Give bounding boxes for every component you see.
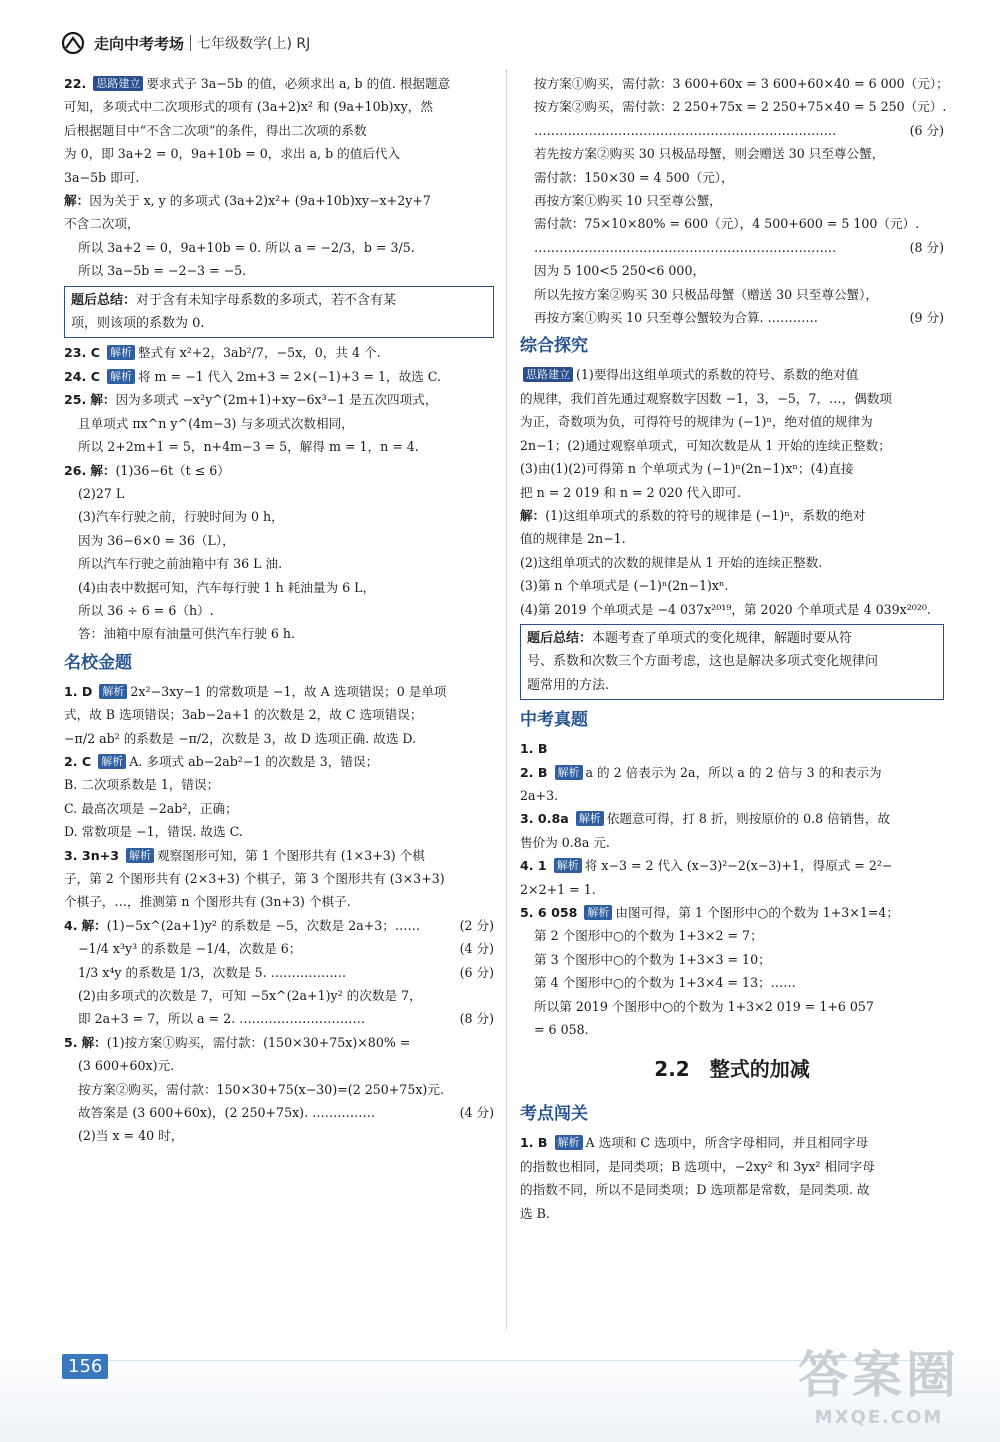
summary-box [64,286,494,339]
summary-box [520,624,944,700]
line-text: 且单项式 πx^n y^(4m−3) 与多项式次数相同， [78,415,354,431]
question-number: 26. [64,462,87,478]
text-line [520,1155,944,1178]
text-line [520,95,947,118]
text-line [520,387,944,410]
text-line [520,142,944,165]
line-text: 由图可得，第 1 个图形中○的个数为 1+3×1=4； [615,905,900,920]
text-line [64,388,494,411]
text-line [64,365,494,388]
line-text: 2×2+1 = 1. [520,881,596,897]
line-text: (3)汽车行驶之前，行驶时间为 0 h， [78,509,284,525]
line-text: 将 m = −1 代入 2m+3 = 2×(−1)+3 = 1，故选 C. [137,368,441,384]
text-line [64,189,494,212]
line-text: 第 4 个图形中○的个数为 1+3×4 = 13；…… [534,975,796,991]
line-text: 所以 3a−5b = −2−3 = −5. [78,263,247,279]
line-text: 的指数也相同，是同类项；B 选项中，−2xy² 和 3yx² 相同字母 [520,1158,875,1174]
line-text: A. 多项式 ab−2ab²−1 的次数是 3，错误； [129,753,379,769]
text-line [520,995,944,1018]
question-number: 4. [64,917,78,933]
line-text: 答：油箱中原有油量可供汽车行驶 6 h. [78,626,296,642]
text-line [64,552,494,575]
line-text: 观察图形可知，第 1 个图形共有 (1×3+3) 个棋 [157,847,425,863]
label-tag: 解析 [126,848,154,863]
score-points: (8 分) [459,1011,494,1027]
line-text: 所以 2+2m+1 = 5，n+4m−3 = 5，解得 m = 1，n = 4. [78,439,419,455]
line-text: 3a−5b 即可. [64,169,140,185]
page-header [60,28,310,58]
line-text: 按方案②购买，需付款：2 250+75x = 2 250+75×40 = 5 250（元）. [534,99,947,115]
text-line [520,363,944,386]
text-line [64,820,494,843]
text-line [64,680,494,703]
summary-text: 对于含有未知字母系数的多项式，若不含有某 [136,292,397,308]
line-text: ……………………………………………………………… [534,239,837,255]
text-line [64,1031,494,1054]
line-text: 即 2a+3 = 7，所以 a = 2. ………………………… [78,1011,366,1027]
line-text: 再按方案①购买 10 只至尊公蟹较为合算. ………… [534,310,818,326]
text-line [64,482,494,505]
answer-label: 解： [64,193,90,209]
text-line [520,901,944,924]
line-text: (2)当 x = 40 时， [78,1128,184,1144]
text-line [64,750,494,773]
text-line [520,166,944,189]
label-tag: 解析 [555,765,583,780]
section-heading: 名校金题 [64,652,132,673]
text-line [64,984,494,1007]
line-text: 不含二次项， [64,216,140,232]
text-line [520,598,944,621]
text-line [520,434,944,457]
label-tag: 解析 [98,754,126,769]
label-tag: 解析 [576,811,604,826]
line-text: A 选项和 C 选项中，所含字母相同，并且相同字母 [585,1135,869,1151]
line-text: D. 常数项是 −1，错误. 故选 C. [64,824,243,840]
text-line [64,1124,494,1147]
text-line [64,773,494,796]
text-line [64,914,494,937]
text-line [520,410,944,433]
section-heading: 中考真题 [520,710,588,731]
text-line [520,457,944,480]
question-number: 4. 1 [520,858,547,874]
text-line [520,1178,944,1201]
column-divider [506,70,507,1330]
chapter-section-title: 2.2 整式的加减 [654,1057,810,1082]
summary-line [71,289,487,312]
line-text: 为正，奇数项为负，可得符号的规律为 (−1)ⁿ，绝对值的规律为 [520,414,873,430]
line-text: (2)这组单项式的次数的规律是从 1 开始的连续正整数. [520,554,823,570]
question-number: 5. [64,1034,78,1050]
line-text: (1)按方案①购买，需付款：(150×30+75x)×80% = [106,1034,411,1050]
text-line [64,797,494,820]
text-line [64,72,494,95]
text-line [520,504,944,527]
line-text: 第 3 个图形中○的个数为 1+3×3 = 10； [534,951,771,967]
line-text: 选 B. [520,1205,550,1221]
line-text: 因为多项式 −x²y^(2m+1)+xy−6x³−1 是五次四项式， [115,392,438,408]
line-text: 整式有 x²+2，3ab²/7，−5x，0，共 4 个. [137,345,381,361]
label-tag: 解析 [99,684,127,699]
text-line [520,481,944,504]
section-heading: 综合探究 [520,336,588,357]
summary-line: 号、系数和次数三个方面考虑，这也是解决多项式变化规律问 [527,654,879,670]
text-line [520,924,944,947]
question-number: 22. [64,76,87,91]
question-number: 2. B [520,764,548,780]
score-points: (6 分) [459,964,494,980]
line-text: (2)由多项式的次数是 7，可知 −5x^(2a+1)y² 的次数是 7， [78,988,422,1004]
text-line [520,527,944,550]
line-text: 所以先按方案②购买 30 只极品母蟹（赠送 30 只至尊公蟹）， [534,286,879,302]
line-text: 个棋子，…，推测第 n 个图形共有 (3n+3) 个棋子. [64,894,351,910]
answer-label: 解： [81,917,107,933]
section-heading: 考点闯关 [520,1104,588,1125]
line-text: (3)由(1)(2)可得第 n 个单项式为 (−1)ⁿ(2n−1)xⁿ；(4)直接 [520,461,854,477]
question-number: 1. B [520,1135,548,1151]
label-tag: 思路建立 [93,76,143,91]
text-line [520,784,944,807]
summary-line: 题常用的方法. [527,677,610,693]
text-line [64,166,494,189]
label-tag: 解析 [554,858,582,873]
line-text: (2)27 L [78,485,125,501]
line-text: 因为关于 x, y 的多项式 (3a+2)x²+ (9a+10b)xy−x+2y+7 [89,193,431,209]
text-line [64,119,494,142]
line-text: 2x²−3xy−1 的常数项是 −1，故 A 选项错误；0 是单项 [130,683,447,699]
text-line [520,971,944,994]
text-line [64,844,494,867]
summary-text: 本题考查了单项式的变化规律，解题时要从符 [592,630,853,646]
text-line [64,435,494,458]
text-line [64,890,494,913]
line-text: 值的规律是 2n−1. [520,531,626,547]
text-line [64,505,494,528]
text-line [64,95,494,118]
line-text: 可知，多项式中二次项形式的项有 (3a+2)x² 和 (9a+10b)xy，然 [64,99,433,115]
text-line [64,259,494,282]
text-line [64,599,494,622]
line-text: (3)第 n 个单项式是 (−1)ⁿ(2n−1)xⁿ. [520,578,729,594]
left-column [64,72,494,1148]
text-line [520,878,944,901]
watermark-bottom: MXQE.COM [814,1407,944,1428]
line-text: 后根据题目中“不含二次项”的条件，得出二次项的系数 [64,122,367,138]
line-text: 所以 36 ÷ 6 = 6（h）. [78,602,214,618]
question-number: 23. C [64,345,100,361]
question-number: 5. 6 058 [520,905,578,920]
text-line [520,212,944,235]
line-text: = 6 058. [534,1022,589,1038]
line-text: C. 最高次项是 −2ab²，正确； [64,800,238,816]
score-points: (8 分) [909,239,944,255]
text-line [64,576,494,599]
text-line [64,341,494,364]
line-text: −1/4 x³y³ 的系数是 −1/4，次数是 6； [78,941,302,957]
line-text: 2n−1；(2)通过观察单项式，可知次数是从 1 开始的连续正整数； [520,437,891,453]
line-text: 要求式子 3a−5b 的值，必须求出 a, b 的值. 根据题意 [146,76,451,91]
text-line [64,727,494,750]
watermark-logo [798,1335,960,1428]
answer-label: 解： [520,507,546,523]
score-points: (4 分) [459,941,494,957]
line-text: 再按方案①购买 10 只至尊公蟹， [534,193,722,209]
question-number: 25. [64,392,87,408]
text-line [520,236,944,259]
answer-label: 解： [81,1034,107,1050]
text-line [64,1078,494,1101]
line-text: 若先按方案②购买 30 只极品母蟹，则会赠送 30 只至尊公蟹， [534,146,885,162]
question-number: 1. D [64,683,93,699]
text-line [64,703,494,726]
right-column [520,72,949,1225]
text-line [64,459,494,482]
line-text: 按方案①购买，需付款：3 600+60x = 3 600+60×40 = 6 000（元）； [534,76,949,91]
line-text: (1)−5x^(2a+1)y² 的系数是 −5，次数是 2a+3；…… [106,917,421,933]
line-text: 所以 3a+2 = 0，9a+10b = 0. 所以 a = −2/3，b = 3/5. [78,239,415,255]
book-subtitle: 七年级数学(上) RJ [197,36,311,52]
line-text: 需付款：75×10×80% = 600（元），4 500+600 = 5 100（元）. [534,216,920,232]
header-divider [190,35,191,51]
line-text: 的指数不同，所以不是同类项；D 选项都是常数，是同类项. 故 [520,1182,870,1198]
label-tag: 解析 [107,345,135,360]
text-line [520,1018,944,1041]
line-text: 的规律，我们首先通过观察数字因数 −1，3，−5，7，…，偶数项 [520,390,893,406]
text-line [520,259,944,282]
line-text: 故答案是 (3 600+60x)，(2 250+75x). …………… [78,1105,376,1121]
line-text: 为 0，即 3a+2 = 0，9a+10b = 0，求出 a, b 的值后代入 [64,146,401,162]
summary-heading: 题后总结： [71,292,137,308]
score-points: (9 分) [909,310,944,326]
text-line [520,72,949,95]
question-number: 2. C [64,753,92,769]
text-line [64,1101,494,1124]
question-number: 24. C [64,368,100,384]
label-tag: 解析 [555,1135,583,1150]
line-text: 2a+3. [520,787,559,803]
text-line [64,529,494,552]
page-number: 156 [62,1354,108,1379]
line-text: 售价为 0.8a 元. [520,834,610,850]
line-text: (4)由表中数据可知，汽车每行驶 1 h 耗油量为 6 L， [78,579,376,595]
text-line [520,283,944,306]
answer-label: 解： [90,392,116,408]
summary-heading: 题后总结： [527,630,593,646]
line-text: 所以第 2019 个图形中○的个数为 1+3×2 019 = 1+6 057 [534,998,874,1014]
text-line [520,1202,944,1225]
line-text: 依题意可得，打 8 折，则按原价的 0.8 倍销售，故 [606,811,891,827]
line-text: −π/2 ab² 的系数是 −π/2，次数是 3，故 D 选项正确. 故选 D. [64,730,417,746]
line-text: (1)要得出这组单项式的系数的符号、系数的绝对值 [576,367,859,383]
text-line [520,574,944,597]
answer-label: 解： [90,462,116,478]
line-text: 1/3 x⁴y 的系数是 1/3，次数是 5. ……………… [78,964,347,980]
text-line [520,737,944,760]
line-text: 所以汽车行驶之前油箱中有 36 L 油. [78,556,283,572]
text-line [64,961,494,984]
score-points: (4 分) [459,1105,494,1121]
text-line [520,948,944,971]
question-number: 1. B [520,741,548,757]
line-text: 需付款：150×30 = 4 500（元）， [534,169,734,185]
score-points: (2 分) [459,917,494,933]
line-text: (4)第 2019 个单项式是 −4 037x²⁰¹⁹，第 2020 个单项式是 4 039x²⁰²⁰. [520,601,931,617]
line-text: a 的 2 倍表示为 2a，所以 a 的 2 倍与 3 的和表示为 [585,764,882,780]
label-tag: 解析 [107,369,135,384]
line-text: 将 x−3 = 2 代入 (x−3)²−2(x−3)+1，得原式 = 2²− [584,858,893,874]
line-text: 按方案②购买，需付款：150×30+75(x−30)=(2 250+75x)元. [78,1081,444,1097]
line-text: 因为 5 100<5 250<6 000， [534,263,706,279]
line-text: (3 600+60x)元. [78,1058,175,1074]
text-line [64,1007,494,1030]
text-line [64,142,494,165]
text-line [520,831,944,854]
text-line [64,236,494,259]
line-text: 把 n = 2 019 和 n = 2 020 代入即可. [520,484,742,500]
text-line [520,189,944,212]
summary-line: 项，则该项的系数为 0. [71,316,205,332]
question-number: 3. 0.8a [520,811,569,827]
text-line [64,212,494,235]
label-tag: 思路建立 [523,367,573,382]
brand-name: 走向中考考场 [94,34,185,53]
text-line [520,761,944,784]
score-points: (6 分) [909,122,944,138]
text-line [64,412,494,435]
text-line [520,119,944,142]
text-line [64,867,494,890]
line-text: 第 2 个图形中○的个数为 1+3×2 = 7； [534,928,763,944]
text-line [520,807,944,830]
label-tag: 解析 [584,905,612,920]
watermark-top: 答案圈 [798,1346,960,1404]
line-text: ……………………………………………………………… [534,122,837,138]
brand-logo-icon [60,30,88,56]
text-line [520,551,944,574]
summary-line [527,627,937,650]
text-line [64,937,494,960]
line-text: (1)36−6t（t ≤ 6） [115,462,230,478]
line-text: (1)这组单项式的系数的符号的规律是 (−1)ⁿ，系数的绝对 [545,507,866,523]
line-text: B. 二次项系数是 1，错误； [64,777,220,793]
text-line [64,622,494,645]
line-text: 因为 36−6×0 = 36（L）， [78,532,235,548]
line-text: 式，故 B 选项错误；3ab−2a+1 的次数是 2，故 C 选项错误； [64,707,423,723]
text-line [520,306,944,329]
text-line [520,1131,944,1154]
text-line [64,1054,494,1077]
question-number: 3. 3n+3 [64,847,119,863]
line-text: 子，第 2 个图形共有 (2×3+3) 个棋子，第 3 个图形共有 (3×3+3) [64,871,445,886]
text-line [520,854,944,877]
